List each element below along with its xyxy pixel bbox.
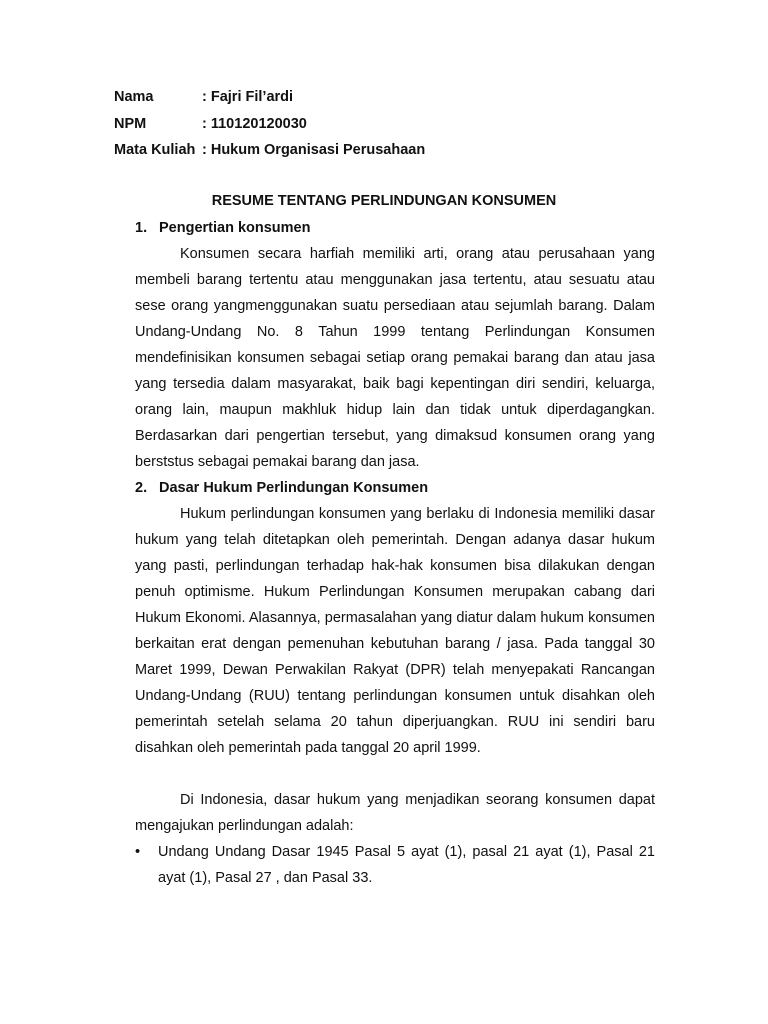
section-number: 1. [135, 220, 148, 236]
section-number: 2. [135, 480, 148, 496]
section-heading-text: Pengertian konsumen [159, 220, 311, 236]
document-title: RESUME TENTANG PERLINDUNGAN KONSUMEN [211, 193, 557, 209]
nama-label: Nama [114, 89, 154, 105]
header-npm-row [114, 116, 307, 132]
header-matakuliah-row [114, 142, 425, 158]
npm-label: NPM [114, 116, 147, 132]
npm-value: : 110120120030 [202, 116, 307, 132]
list-item-text: Undang Undang Dasar 1945 Pasal 5 ayat (1), pasal 21 ayat (1), Pasal 21 ayat (1), Pasal 27 , dan Pasal 33. [158, 844, 655, 886]
matakuliah-value: : Hukum Organisasi Perusahaan [202, 142, 426, 158]
paragraph: Di Indonesia, dasar hukum yang menjadikan seorang konsumen dapat mengajukan perlindungan adalah: [135, 792, 655, 834]
list-item [135, 839, 655, 891]
section-heading-text: Dasar Hukum Perlindungan Konsumen [159, 480, 429, 496]
matakuliah-label: Mata Kuliah [114, 142, 196, 158]
header-nama-row [114, 89, 293, 105]
paragraph: Konsumen secara harfiah memiliki arti, orang atau perusahaan yang membeli barang tertentu atau menggunakan jasa tertentu, atau sesuatu atau sese orang yangmenggunakan suatu persediaan atau sejumlah barang. Dalam Undang-Undang No. 8 Tahun 1999 tentang Perlindungan Konsumen mendefinisikan konsumen sebagai setiap orang pemakai barang dan atau jasa yang tersedia dalam masyarakat, baik bagi kepentingan diri sendiri, keluarga, orang lain, maupun makhluk hidup lain dan tidak untuk diperdagangkan. Berdasarkan dari pengertian tersebut, yang dimaksud konsumen orang yang berststus sebagai pemakai barang dan jasa. [135, 246, 655, 470]
nama-value: : Fajri Fil’ardi [202, 89, 294, 105]
section-heading-1 [135, 220, 310, 236]
section-heading-2 [135, 480, 428, 496]
bullet-icon: • [135, 844, 141, 860]
paragraph: Hukum perlindungan konsumen yang berlaku di Indonesia memiliki dasar hukum yang telah ditetapkan oleh pemerintah. Dengan adanya dasar hukum yang pasti, perlindungan terhadap hak-hak konsumen bisa dilakukan dengan penuh optimisme. Hukum Perlindungan Konsumen merupakan cabang dari Hukum Ekonomi. Alasannya, permasalahan yang diatur dalam hukum konsumen berkaitan erat dengan pemenuhan kebutuhan barang / jasa. Pada tanggal 30 Maret 1999, Dewan Perwakilan Rakyat (DPR) telah menyepakati Rancangan Undang-Undang (RUU) tentang perlindungan konsumen untuk disahkan oleh pemerintah setelah selama 20 tahun diperjuangkan. RUU ini sendiri baru disahkan oleh pemerintah pada tanggal 20 april 1999. [135, 506, 655, 756]
